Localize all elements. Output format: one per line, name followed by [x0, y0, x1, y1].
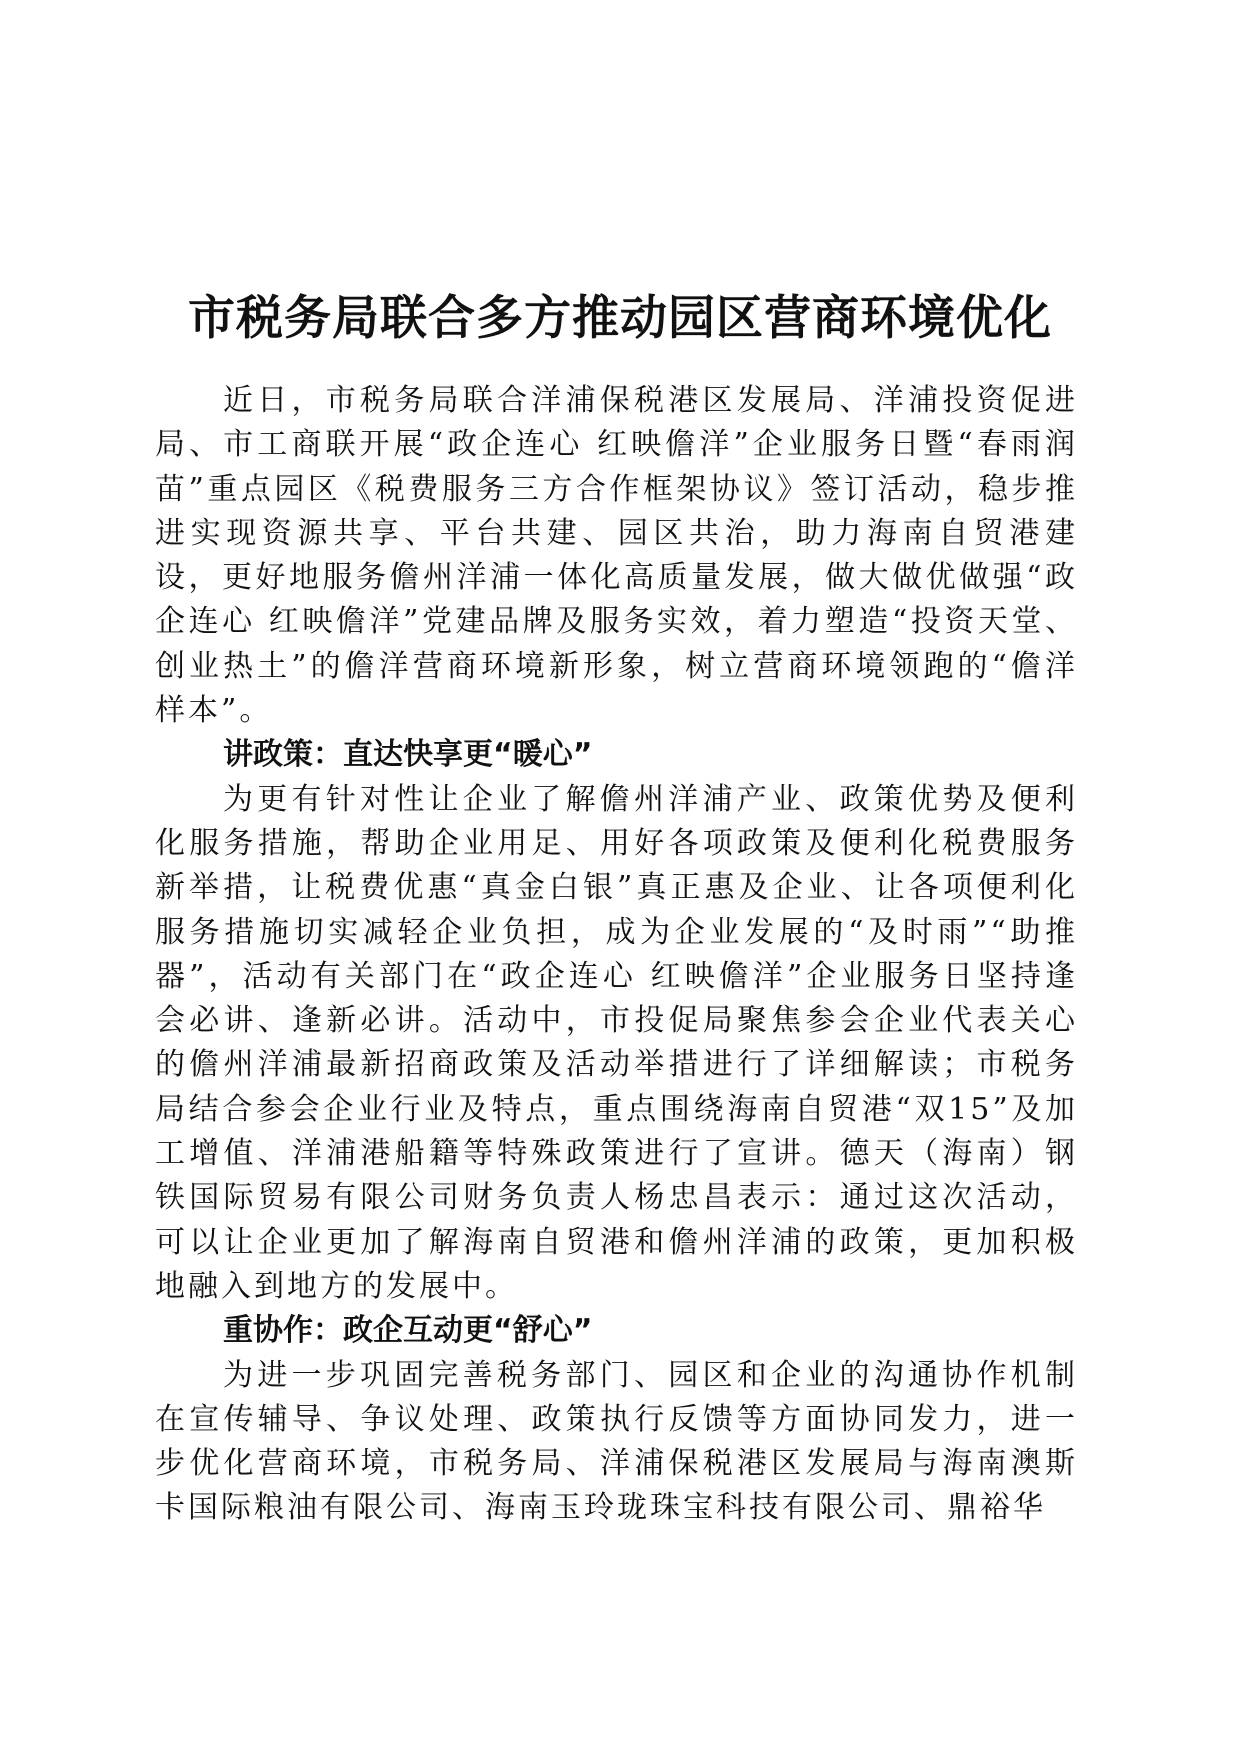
document-body [155, 379, 1078, 1531]
paragraph-intro: 近日，市税务局联合洋浦保税港区发展局、洋浦投资促进局、市工商联开展“政企连心 红映儋洋”企业服务日暨“春雨润苗”重点园区《税费服务三方合作框架协议》签订活动，稳步推进实现资源共享、平台共建、园区共治，助力海南自贸港建设，更好地服务儋州洋浦一体化高质量发展，做大做优做强“政企连心 红映儋洋”党建品牌及服务实效，着力塑造“投资天堂、创业热土”的儋洋营商环境新形象，树立营商环境领跑的“儋洋样本”。 [155, 383, 1078, 729]
paragraph-policy: 为更有针对性让企业了解儋州洋浦产业、政策优势及便利化服务措施，帮助企业用足、用好各项政策及便利化税费服务新举措，让税费优惠“真金白银”真正惠及企业、让各项便利化服务措施切实减轻企业负担，成为企业发展的“及时雨”“助推器”，活动有关部门在“政企连心 红映儋洋”企业服务日坚持逢会必讲、逢新必讲。活动中，市投促局聚焦参会企业代表关心的儋州洋浦最新招商政策及活动举措进行了详细解读；市税务局结合参会企业行业及特点，重点围绕海南自贸港“双15”及加工增值、洋浦港船籍等特殊政策进行了宣讲。德天（海南）钢铁国际贸易有限公司财务负责人杨忠昌表示：通过这次活动，可以让企业更加了解海南自贸港和儋州洋浦的政策，更加积极地融入到地方的发展中。 [155, 781, 1078, 1304]
section-heading-cooperation: 重协作：政企互动更“舒心” [223, 1313, 593, 1349]
section-heading-policy: 讲政策：直达快享更“暖心” [223, 737, 593, 773]
document-title: 市税务局联合多方推动园区营商环境优化 [188, 291, 1052, 347]
paragraph-cooperation: 为进一步巩固完善税务部门、园区和企业的沟通协作机制在宣传辅导、争议处理、政策执行反馈等方面协同发力，进一步优化营商环境，市税务局、洋浦保税港区发展局与海南澳斯卡国际粮油有限公司、海南玉玲珑珠宝科技有限公司、鼎裕华 [155, 1357, 1078, 1526]
